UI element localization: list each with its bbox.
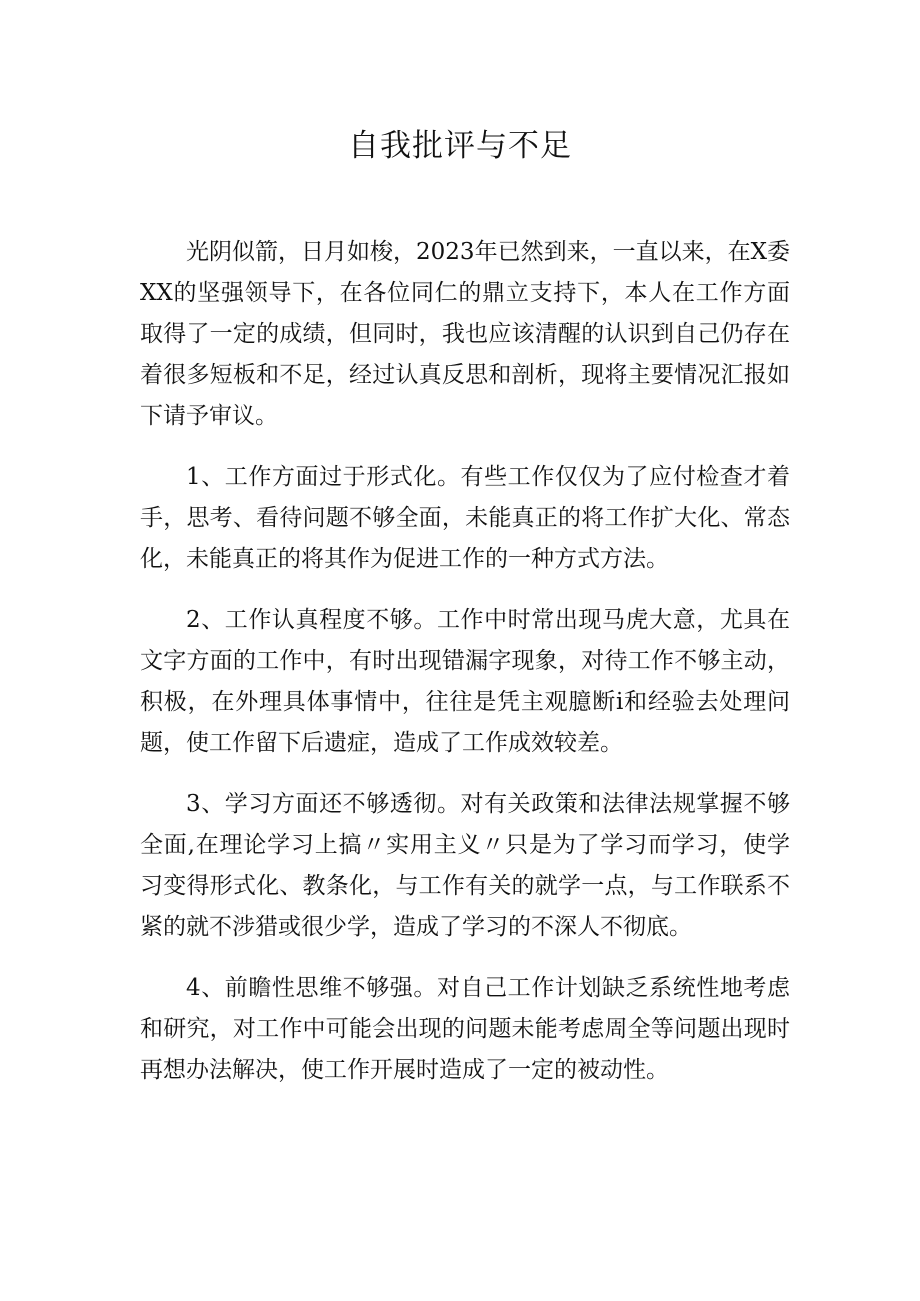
point-1-paragraph: 1、工作方面过于形式化。有些工作仅仅为了应付检查才着手，思考、看待问题不够全面，未能真正的将工作扩大化、常态化，未能真正的将其作为促进工作的一种方式方法。 [140,464,790,572]
document-title: 自我批评与不足 [348,128,572,164]
intro-paragraph: 光阴似箭，日月如梭，2023年已然到来，一直以来，在X委XX的坚强领导下，在各位同仁的鼎立支持下，本人在工作方面取得了一定的成绩，但同时，我也应该清醒的认识到自己仍存在着很多短板和不足，经过认真反思和剖析，现将主要情况汇报如下请予审议。 [140,239,790,429]
point-2-paragraph: 2、工作认真程度不够。工作中时常出现马虎大意，尤具在文字方面的工作中，有时出现错漏字现象，对待工作不够主动，积极，在外理具体事情中，往往是凭主观臆断i和经验去处理问题，使工作留下后遗症，造成了工作成效较差。 [140,607,790,756]
point-3-paragraph: 3、学习方面还不够透彻。对有关政策和法律法规掌握不够全面,在理论学习上搞〃实用主义〃只是为了学习而学习，使学习变得形式化、教条化，与工作有关的就学一点，与工作联系不紧的就不涉猎或很少学，造成了学习的不深人不彻底。 [140,791,790,940]
point-4-paragraph: 4、前瞻性思维不够强。对自己工作计划缺乏系统性地考虑和研究，对工作中可能会出现的问题未能考虑周全等问题出现时再想办法解决，使工作开展时造成了一定的被动性。 [140,975,790,1083]
document-body [140,232,790,1111]
